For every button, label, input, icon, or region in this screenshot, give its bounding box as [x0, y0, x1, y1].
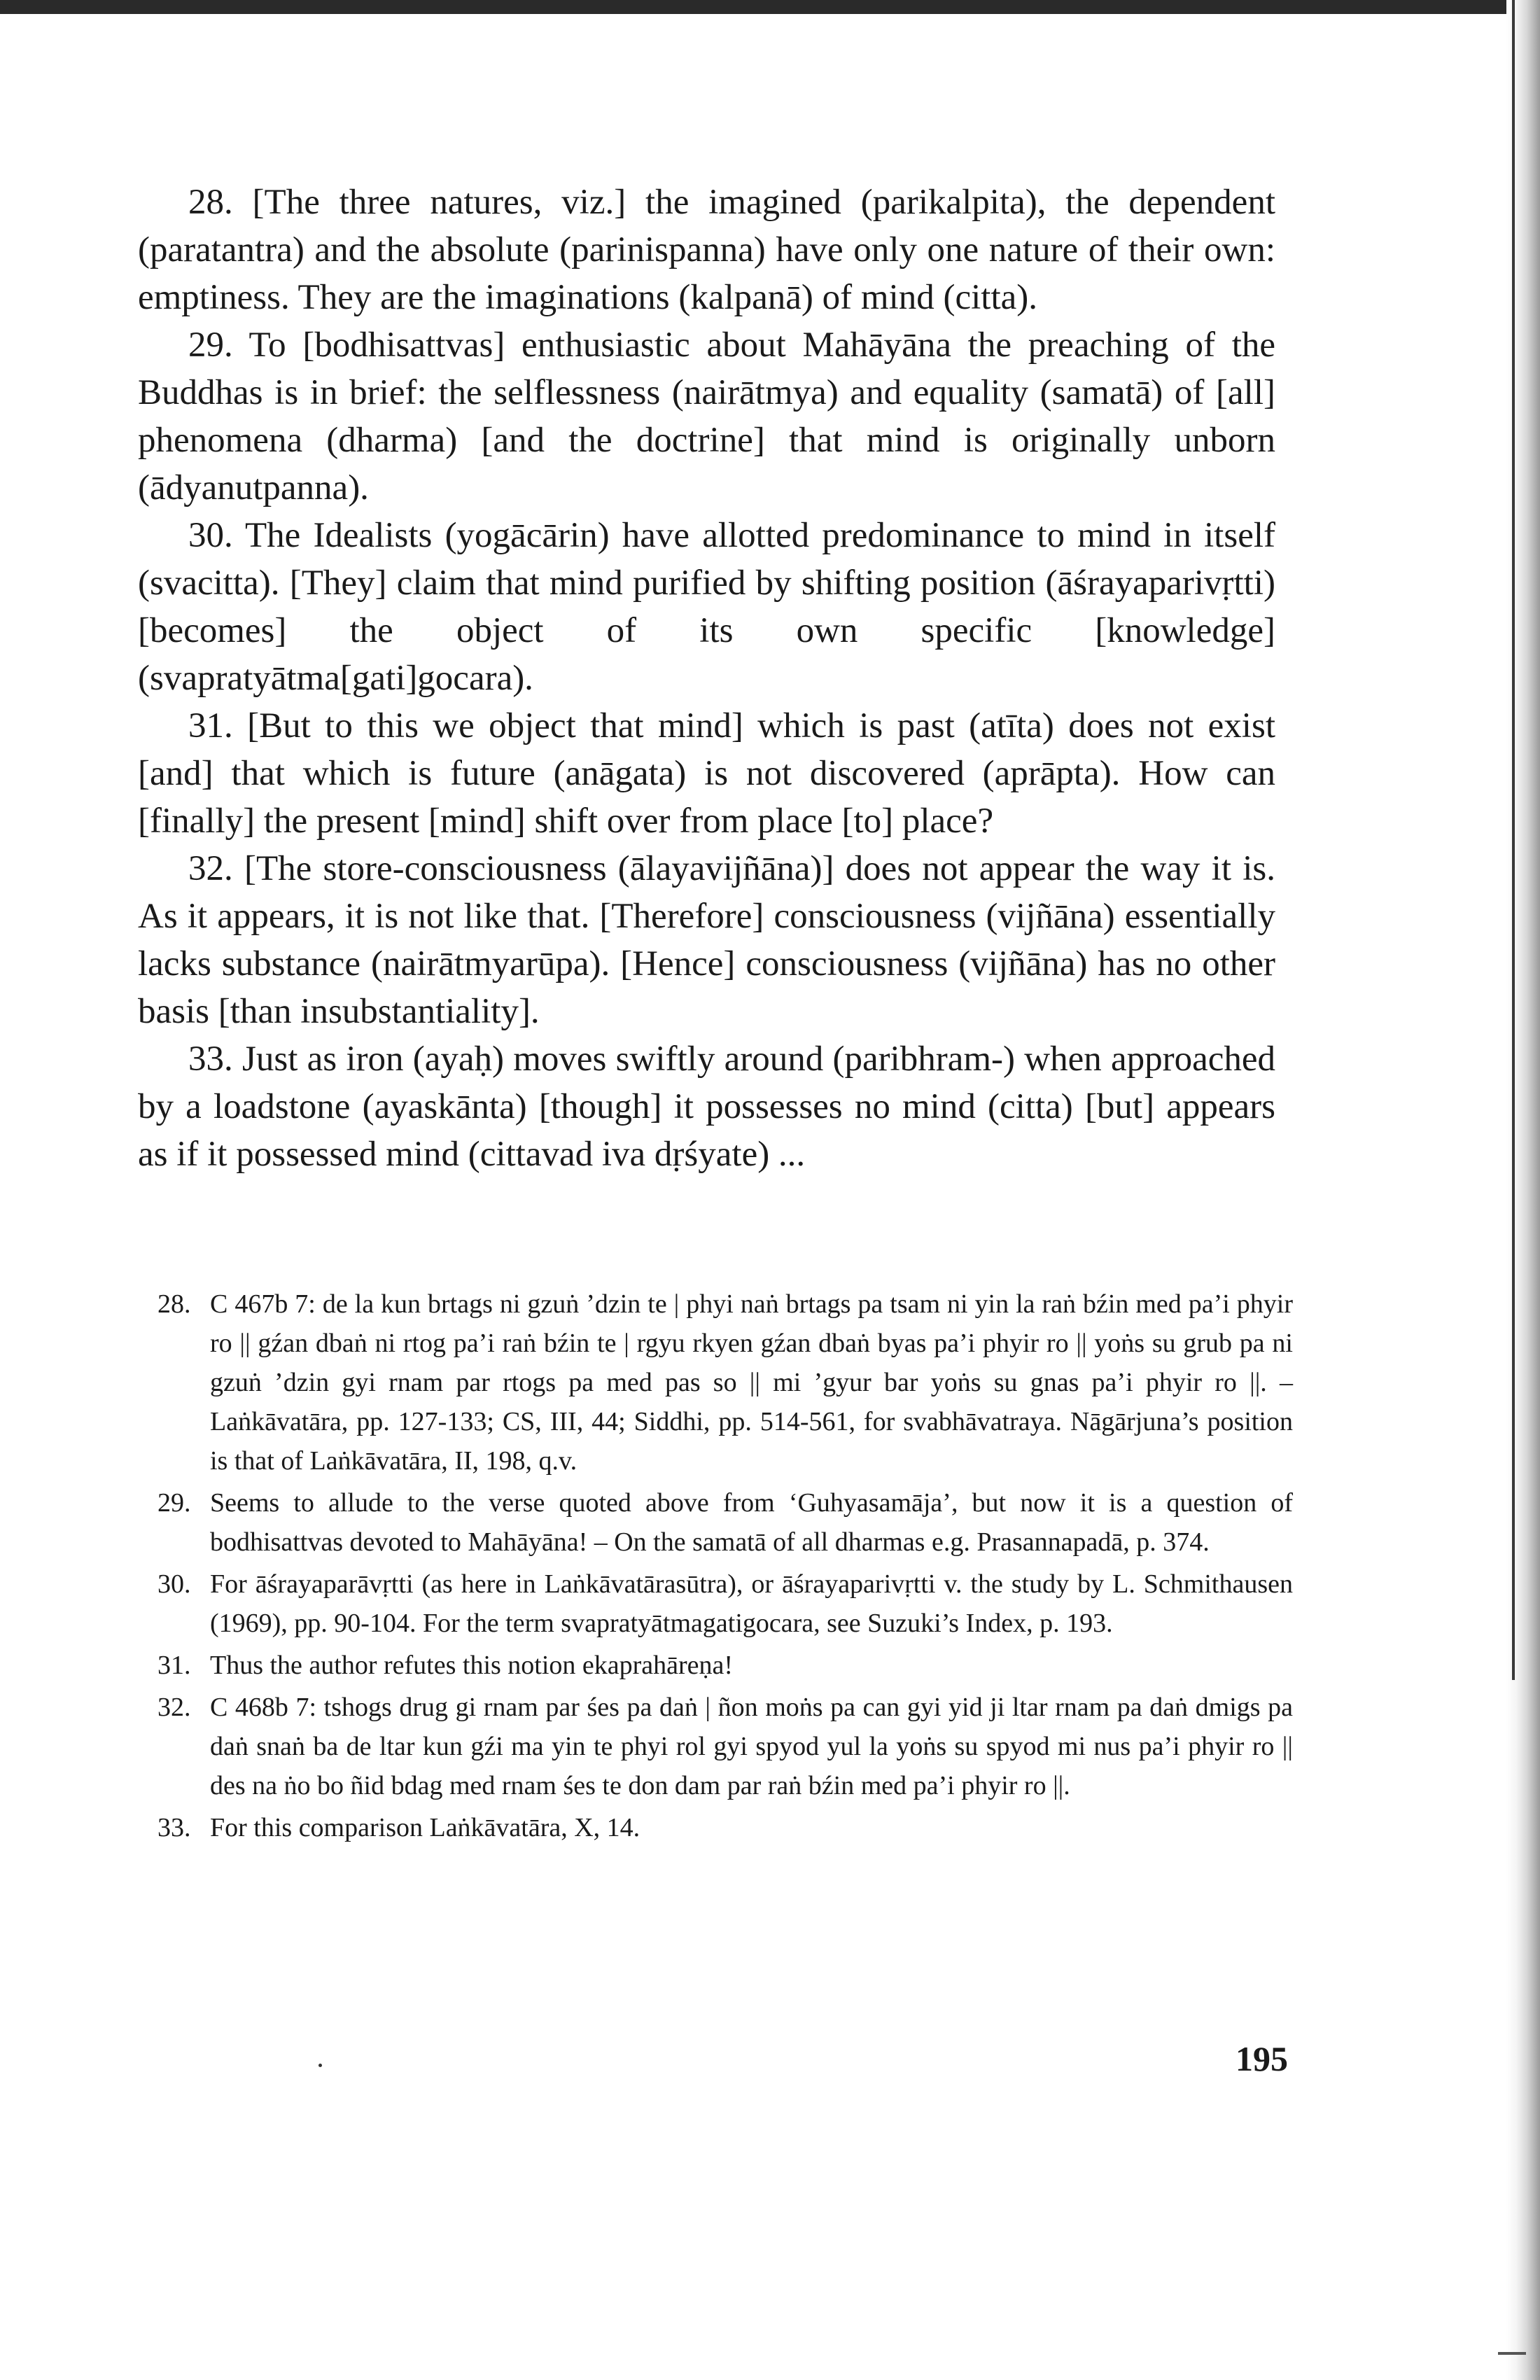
verse-29: 29. To [bodhisattvas] enthusiastic about Mahāyāna the preaching of the Buddhas is in brief: the selflessness (nairātmya) and equality (samatā) of [all] phenomena (dharma) [and the doctrine] that mind is originally unborn (ādyanutpanna). — [138, 326, 1275, 507]
footnote — [158, 1284, 1293, 1480]
footnote-text: C 468b 7: tshogs drug gi rnam par śes pa daṅ | ñon moṅs pa can gyi yid ji ltar rnam pa daṅ dmigs pa daṅ snaṅ ba de ltar kun gźi ma yin te phyi rol gyi spyod yul la yoṅs su spyod mi nus pa’i phyir ro || des na ṅo bo ñid bdag med rnam śes te don dam par raṅ bźin med pa’i phyir ro ||. — [210, 1693, 1293, 1800]
verse-30: 30. The Idealists (yogācārin) have allotted predominance to mind in itself (svacitta). [They] claim that mind purified by shifting position (āśrayaparivṛtti) [becomes] the object of its own specific [knowledge] (svapratyātma[gati]gocara). — [138, 516, 1275, 698]
main-text — [138, 178, 1275, 1178]
footnote — [158, 1808, 1293, 1847]
verse-31: 31. [But to this we object that mind] which is past (atīta) does not exist [and] that which is future (anāgata) is not discovered (aprāpta). How can [finally] the present [mind] shift over from place [to] place? — [138, 706, 1275, 841]
verse-33: 33. Just as iron (ayaḥ) moves swiftly around (paribhram-) when approached by a loadstone (ayaskānta) [though] it possesses no mind (citta) [but] appears as if it possessed mind (cittavad iva dṛśyate) ... — [138, 1040, 1275, 1174]
footnote-number: 28. — [158, 1289, 191, 1319]
footnote — [158, 1646, 1293, 1685]
footnote-number: 29. — [158, 1488, 191, 1518]
scan-binding-line — [1512, 0, 1515, 1680]
footnote-text: C 467b 7: de la kun brtags ni gzuṅ ’dzin te | phyi naṅ brtags pa tsam ni yin la raṅ bźin med pa’i phyir ro || gźan dbaṅ ni rtog pa’i raṅ bźin te | rgyu rkyen gźan dbaṅ byas pa’i phyir ro || yoṅs su grub pa ni gzuṅ ’dzin gyi rnam par rtogs pa med pas so || mi ’gyur bar yoṅs su gnas pa’i phyir ro ||. – Laṅkāvatāra, pp. 127-133; CS, III, 44; Siddhi, pp. 514-561, for svabhāvatraya. Nāgārjuna’s position is that of Laṅkāvatāra, II, 198, q.v. — [210, 1289, 1293, 1476]
footnote — [158, 1483, 1293, 1562]
page-number: 195 — [1236, 2039, 1288, 2078]
footnote-number: 30. — [158, 1569, 191, 1599]
verse-32: 32. [The store-consciousness (ālayavijñāna)] does not appear the way it is. As it appears, it is not like that. [Therefore] consciousness (vijñāna) essentially lacks substance (nairātmyarūpa). [Hence] consciousness (vijñāna) has no other basis [than insubstantiality]. — [138, 849, 1275, 1031]
verse-28: 28. [The three natures, viz.] the imagined (parikalpita), the dependent (paratantra) and the absolute (parinispanna) have only one nature of their own: emptiness. They are the imaginations (kalpanā) of mind (citta). — [138, 183, 1275, 317]
scan-speck — [318, 2064, 322, 2067]
scan-edge-top — [0, 0, 1540, 14]
footnote-text: Seems to allude to the verse quoted above from ‘Guhyasamāja’, but now it is a question of bodhisattvas devoted to Mahāyāna! – On the samatā of all dharmas e.g. Prasannapadā, p. 374. — [210, 1488, 1293, 1557]
footnote-number: 32. — [158, 1693, 191, 1722]
footnote-text: For this comparison Laṅkāvatāra, X, 14. — [210, 1813, 640, 1842]
footnote — [158, 1564, 1293, 1643]
scan-mark — [1498, 2352, 1526, 2355]
footnote-text: For āśrayaparāvṛtti (as here in Laṅkāvatārasūtra), or āśrayaparivṛtti v. the study by L. Schmithausen (1969), pp. 90-104. For the term svapratyātmagatigocara, see Suzuki’s Index, p. 193. — [210, 1569, 1293, 1638]
footnotes — [158, 1284, 1293, 1850]
footnote — [158, 1688, 1293, 1805]
footnote-number: 31. — [158, 1651, 191, 1680]
footnote-text: Thus the author refutes this notion ekaprahāreṇa! — [210, 1651, 734, 1680]
footnote-number: 33. — [158, 1813, 191, 1842]
